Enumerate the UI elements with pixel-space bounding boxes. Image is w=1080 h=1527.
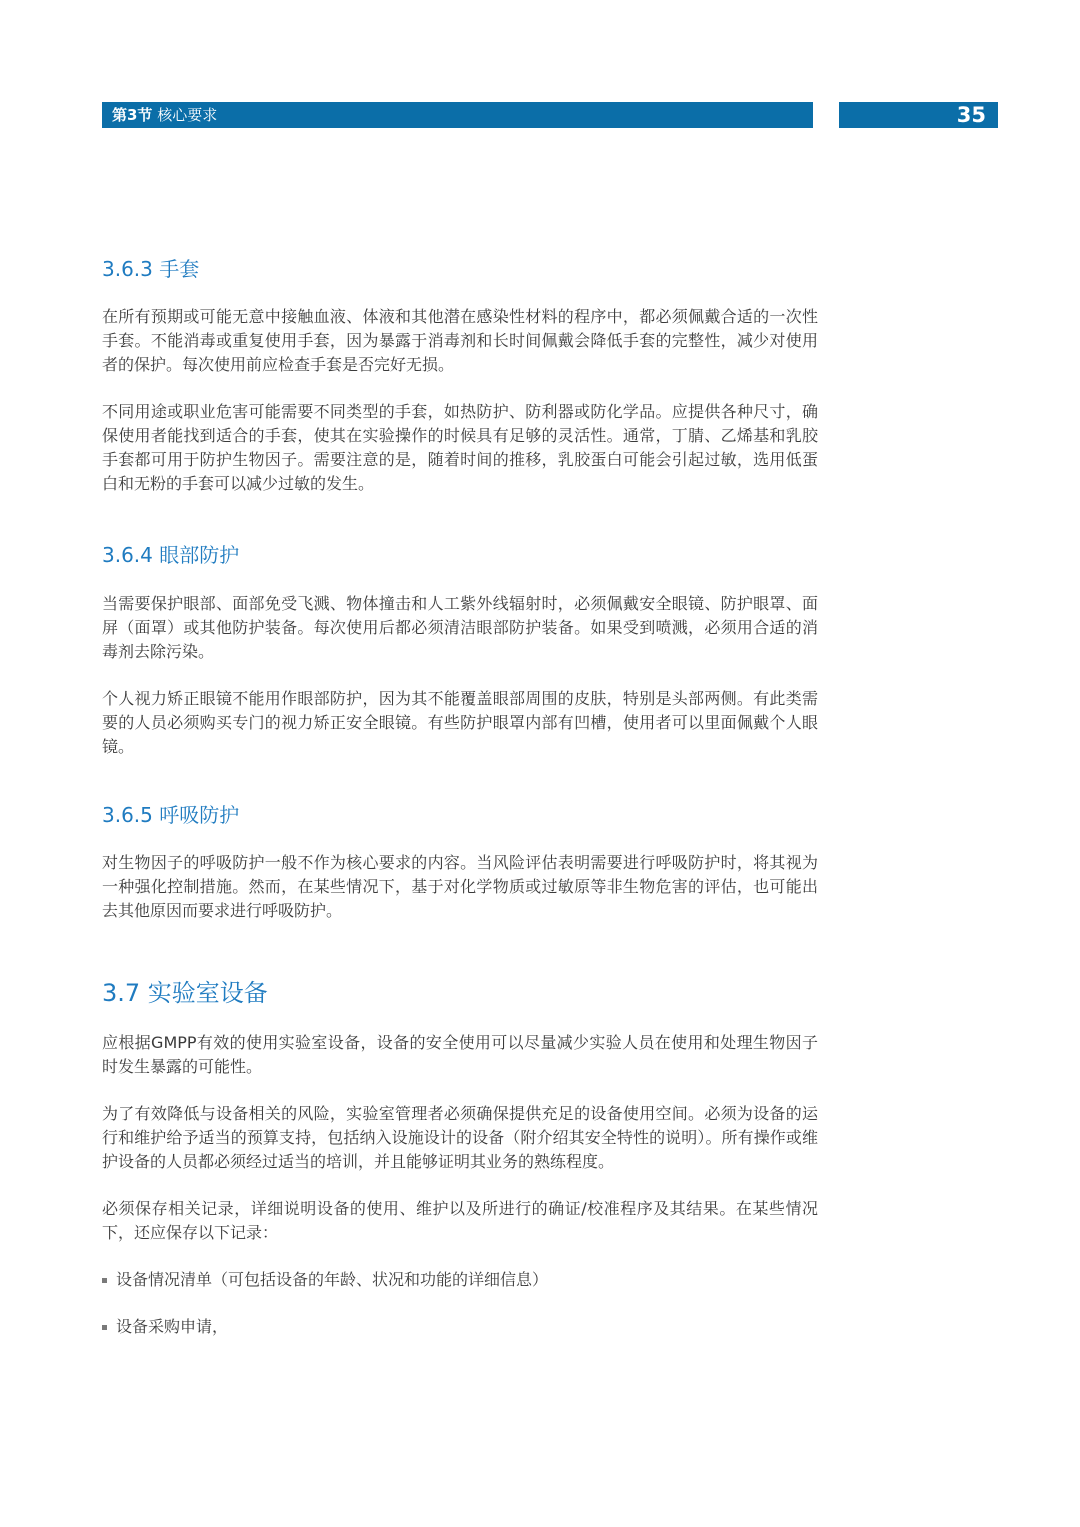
page-number: 35 (956, 103, 986, 127)
paragraph-eye-1: 当需要保护眼部、面部免受飞溅、物体撞击和人工紫外线辐射时，必须佩戴安全眼镜、防护眼罩、面屏（面罩）或其他防护装备。每次使用后都必须清洁眼部防护装备。如果受到喷溅，必须用合适的消毒剂去除污染。 (102, 594, 818, 661)
section-title: 核心要求 (157, 106, 218, 124)
paragraph-equipment-1: 应根据GMPP有效的使用实验室设备，设备的安全使用可以尽量减少实验人员在使用和处理生物因子时发生暴露的可能性。 (102, 1033, 818, 1076)
list-item (102, 1268, 818, 1292)
paragraph-eye-2: 个人视力矫正眼镜不能用作眼部防护，因为其不能覆盖眼部周围的皮肤，特别是头部两侧。有此类需要的人员必须购买专门的视力矫正安全眼镜。有些防护眼罩内部有凹槽，使用者可以里面佩戴个人眼镜。 (102, 689, 818, 756)
list-item-text: 设备采购申请， (116, 1317, 229, 1336)
paragraph-gloves-1: 在所有预期或可能无意中接触血液、体液和其他潜在感染性材料的程序中，都必须佩戴合适的一次性手套。不能消毒或重复使用手套，因为暴露于消毒剂和长时间佩戴会降低手套的完整性，减少对使用者的保护。每次使用前应检查手套是否完好无损。 (102, 307, 818, 374)
paragraph-gloves-2: 不同用途或职业危害可能需要不同类型的手套，如热防护、防利器或防化学品。应提供各种尺寸，确保使用者能找到适合的手套，使其在实验操作的时候具有足够的灵活性。通常，丁腈、乙烯基和乳胶手套都可用于防护生物因子。需要注意的是，随着时间的推移，乳胶蛋白可能会引起过敏，选用低蛋白和无粉的手套可以减少过敏的发生。 (102, 402, 818, 493)
list-item-text: 设备情况清单（可包括设备的年龄、状况和功能的详细信息） (116, 1270, 549, 1289)
list-item (102, 1315, 818, 1339)
section-header-bar (102, 102, 813, 128)
heading-3-6-4: 3.6.4 眼部防护 (102, 543, 240, 567)
heading-3-6-3: 3.6.3 手套 (102, 257, 200, 281)
page-number-box (839, 102, 998, 128)
page-content (102, 254, 818, 1339)
heading-3-6-5: 3.6.5 呼吸防护 (102, 803, 240, 827)
section-label: 第3节 (112, 106, 153, 124)
paragraph-respiratory-1: 对生物因子的呼吸防护一般不作为核心要求的内容。当风险评估表明需要进行呼吸防护时，将其视为一种强化控制措施。然而，在某些情况下，基于对化学物质或过敏原等非生物危害的评估，也可能出去其他原因而要求进行呼吸防护。 (102, 853, 818, 920)
paragraph-equipment-2: 为了有效降低与设备相关的风险，实验室管理者必须确保提供充足的设备使用空间。必须为设备的运行和维护给予适当的预算支持，包括纳入设施设计的设备（附介绍其安全特性的说明）。所有操作或维护设备的人员都必须经过适当的培训，并且能够证明其业务的熟练程度。 (102, 1104, 818, 1171)
paragraph-equipment-3: 必须保存相关记录，详细说明设备的使用、维护以及所进行的确证/校准程序及其结果。在某些情况下，还应保存以下记录： (102, 1199, 818, 1242)
heading-3-7: 3.7 实验室设备 (102, 979, 268, 1007)
bullet-square-icon (102, 1278, 107, 1283)
bullet-square-icon (102, 1325, 107, 1330)
section-header-title (112, 105, 217, 125)
